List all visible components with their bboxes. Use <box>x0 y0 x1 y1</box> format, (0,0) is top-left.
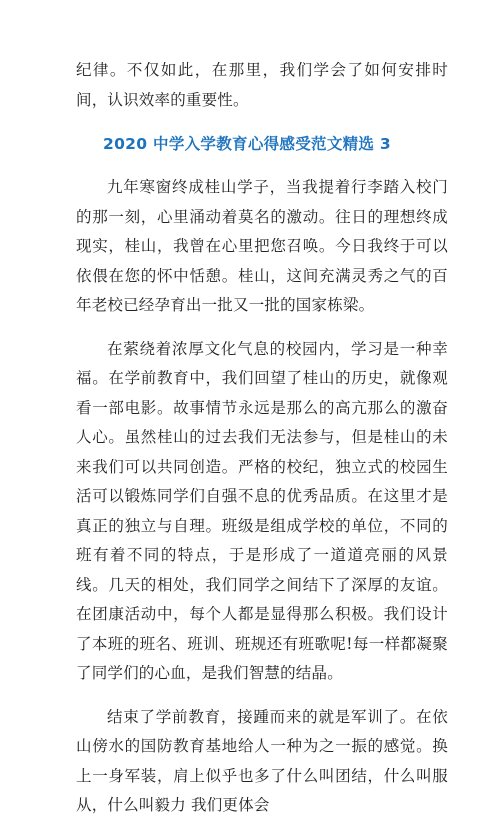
paragraph-3: 结束了学前教育，接踵而来的就是军训了。在依山傍水的国防教育基地给人一种为之一振的感觉。换上一身军装，肩上似乎也多了什么叫团结，什么叫服从，什么叫毅力 我们更体会 <box>76 707 448 814</box>
section-title: 2020 中学入学教育心得感受范文精选 3 <box>103 135 392 153</box>
intro-paragraph: 纪律。不仅如此，在那里，我们学会了如何安排时间，认识效率的重要性。 <box>76 61 448 109</box>
paragraph-1: 九年寒窗终成桂山学子，当我提着行李踏入校门的那一刻，心里涌动着莫名的激动。往日的理想终成现实，桂山，我曾在心里把您召唤。今日我终于可以依偎在您的怀中恬憩。桂山，这间充满灵秀之气的百年老校已经孕育出一批又一批的国家栋梁。 <box>76 178 448 314</box>
spacer <box>88 115 448 129</box>
spacer <box>88 689 448 703</box>
spacer <box>88 159 448 173</box>
spacer <box>88 321 448 335</box>
paragraph-2: 在萦绕着浓厚文化气息的校园内，学习是一种幸福。在学前教育中，我们回望了桂山的历史，就像观看一部电影。故事情节永远是那么的高亢那么的激奋人心。虽然桂山的过去我们无法参与，但是桂山的未来我们可以共同创造。严格的校纪，独立式的校园生活可以锻炼同学们自强不息的优秀品质。在这里才是真正的独立与自理。班级是组成学校的单位，不同的班有着不同的特点，于是形成了一道道亮丽的风景线。几天的相处，我们同学之间结下了深厚的友谊。在团康活动中，每个人都是显得那么积极。我们设计了本班的班名、班训、班规还有班歌呢!每一样都凝聚了同学们的心血，是我们智慧的结晶。 <box>76 339 448 682</box>
